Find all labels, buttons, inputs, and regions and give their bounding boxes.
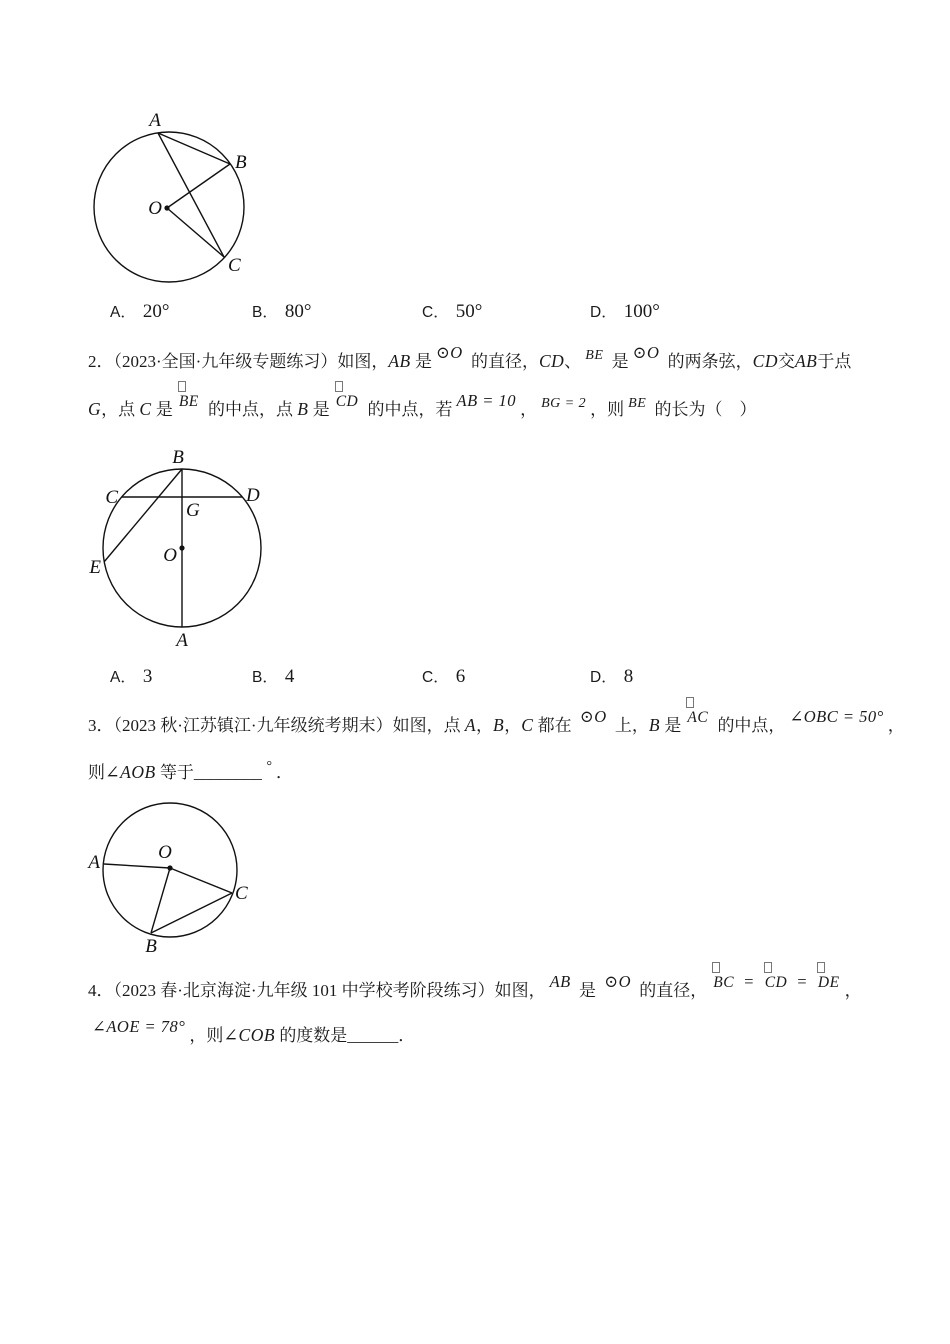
- point-label-e: E: [89, 557, 101, 578]
- text-segment: 等于________: [155, 763, 262, 782]
- option-value: 3: [142, 666, 153, 687]
- point-label-d: D: [246, 485, 260, 506]
- radius-oc: [167, 208, 224, 257]
- center-label-o: O: [158, 842, 172, 863]
- option-letter: A．: [110, 304, 136, 321]
- text-segment: ，: [504, 716, 522, 735]
- radius-ao: [104, 864, 170, 868]
- text-segment: ⊙O: [604, 972, 631, 991]
- option-value: 80°: [284, 301, 312, 322]
- point-label-c: C: [105, 487, 118, 508]
- option-value: 100°: [623, 301, 660, 322]
- problem4-text-line2: [88, 1017, 416, 1048]
- text-segment: 的度数是______．: [275, 1026, 416, 1045]
- point-label-g: G: [186, 500, 200, 521]
- text-segment: B: [297, 399, 309, 419]
- text-segment: ，则: [590, 400, 625, 419]
- text-segment: AB = 10: [456, 391, 517, 410]
- text-segment: 4．（2023 春·北京海淀·九年级 101 中学校考阶段练习）如图，: [88, 981, 546, 1000]
- text-segment: =: [743, 972, 755, 991]
- text-segment: 的中点，点: [203, 400, 298, 419]
- text-segment: 是: [574, 981, 601, 1000]
- text-segment: 于点: [817, 352, 852, 371]
- text-segment: ，: [476, 716, 494, 735]
- text-segment: BE: [628, 396, 647, 411]
- text-segment: AB: [794, 351, 818, 371]
- option-a: [110, 300, 169, 323]
- text-segment: 是: [660, 716, 682, 735]
- option-d: [590, 665, 633, 688]
- text-segment: ⊙O: [632, 343, 660, 362]
- text-segment: ∠AOE = 78°: [92, 1017, 186, 1036]
- option-value: 6: [455, 666, 466, 687]
- text-segment: 是: [607, 352, 629, 371]
- text-segment: 的中点，: [713, 716, 786, 735]
- arc-notation: BE: [179, 390, 199, 414]
- problem1-circle-diagram: [88, 108, 263, 298]
- arc-notation: CD: [765, 971, 788, 995]
- radius-ob: [167, 164, 230, 208]
- option-value: 50°: [455, 301, 483, 322]
- problem1-options-row: [0, 300, 950, 328]
- option-d: [590, 300, 660, 323]
- problem3-text-line2: [88, 760, 293, 787]
- text-segment: ⊙O: [435, 343, 463, 362]
- option-letter: D．: [590, 304, 617, 321]
- option-b: [252, 300, 311, 323]
- radius-ob: [151, 868, 170, 933]
- text-segment: 2．（2023·全国·九年级专题练习）如图，: [88, 352, 389, 371]
- problem2-text-line2: [88, 391, 757, 424]
- option-letter: A．: [110, 669, 136, 686]
- center-dot: [179, 545, 184, 550]
- center-label-o: O: [148, 198, 162, 219]
- point-label-c: C: [228, 255, 241, 276]
- text-segment: ，: [844, 981, 862, 1000]
- option-letter: C．: [422, 669, 449, 686]
- chord-bc: [151, 893, 232, 933]
- text-segment: ．: [276, 763, 294, 782]
- text-segment: ，: [887, 716, 905, 735]
- text-segment: =: [796, 972, 808, 991]
- option-letter: B．: [252, 304, 278, 321]
- text-segment: ，: [520, 400, 538, 419]
- text-segment: A: [464, 715, 477, 735]
- text-segment: 的直径，: [466, 352, 539, 371]
- center-dot: [167, 865, 172, 870]
- text-segment: ∠COB: [223, 1025, 276, 1045]
- point-label-a: A: [88, 852, 100, 873]
- text-segment: 的长为（ ）: [650, 400, 757, 419]
- text-segment: 交: [777, 352, 795, 371]
- text-segment: 、: [564, 352, 582, 371]
- text-segment: 是: [410, 352, 432, 371]
- point-label-c: C: [235, 883, 248, 904]
- text-segment: CD: [752, 351, 778, 371]
- problem2-circle-diagram: [85, 448, 290, 653]
- problem2-options-row: [0, 665, 950, 693]
- text-segment: ∠AOB: [105, 762, 156, 782]
- option-letter: C．: [422, 304, 449, 321]
- text-segment: G: [88, 399, 102, 419]
- option-value: 20°: [142, 301, 170, 322]
- text-segment: 是: [308, 400, 330, 419]
- text-segment: AB: [549, 972, 571, 991]
- chord-ac: [158, 133, 224, 257]
- text-segment: 是: [151, 400, 173, 419]
- chord-ab: [158, 133, 230, 164]
- text-segment: AB: [388, 351, 411, 371]
- text-segment: C: [139, 399, 152, 419]
- point-label-a: A: [149, 110, 161, 131]
- text-segment: 上，: [610, 716, 649, 735]
- text-segment: ，点: [101, 400, 140, 419]
- text-segment: C: [521, 715, 534, 735]
- arc-notation: DE: [818, 971, 840, 995]
- arc-notation: AC: [687, 706, 708, 730]
- problem2-text-line1: [88, 343, 852, 376]
- option-c: [422, 665, 465, 688]
- text-segment: 都在: [533, 716, 576, 735]
- problem4-text-line1: [88, 972, 862, 1004]
- text-segment: 的中点，若: [363, 400, 453, 419]
- option-a: [110, 665, 152, 688]
- arc-notation: BC: [713, 971, 734, 995]
- option-value: 4: [284, 666, 295, 687]
- radius-oc: [170, 868, 232, 893]
- text-segment: ⊙O: [579, 707, 607, 726]
- option-c: [422, 300, 482, 323]
- point-label-b: B: [235, 152, 247, 173]
- option-value: 8: [623, 666, 634, 687]
- text-segment: ，则: [189, 1026, 224, 1045]
- text-segment: 的两条弦，: [663, 352, 753, 371]
- problem3-circle-diagram: [85, 796, 255, 961]
- text-segment: BE: [585, 348, 604, 363]
- center-label-o: O: [163, 545, 177, 566]
- point-label-a: A: [176, 630, 188, 651]
- option-letter: D．: [590, 669, 617, 686]
- text-segment: 则: [88, 763, 105, 782]
- center-dot: [164, 205, 169, 210]
- text-segment: B: [648, 715, 661, 735]
- problem3-text-line1: [88, 707, 905, 739]
- option-b: [252, 665, 294, 688]
- text-segment: °: [265, 759, 273, 774]
- point-label-b: B: [145, 936, 157, 957]
- text-segment: 的直径，: [635, 981, 708, 1000]
- point-label-b: B: [172, 448, 184, 468]
- text-segment: 3．（2023 秋·江苏镇江·九年级统考期末）如图，点: [88, 716, 465, 735]
- text-segment: ∠OBC = 50°: [789, 707, 884, 726]
- text-segment: CD: [538, 351, 565, 371]
- option-letter: B．: [252, 669, 278, 686]
- text-segment: BG = 2: [541, 396, 587, 411]
- arc-notation: CD: [336, 390, 359, 414]
- text-segment: B: [493, 715, 505, 735]
